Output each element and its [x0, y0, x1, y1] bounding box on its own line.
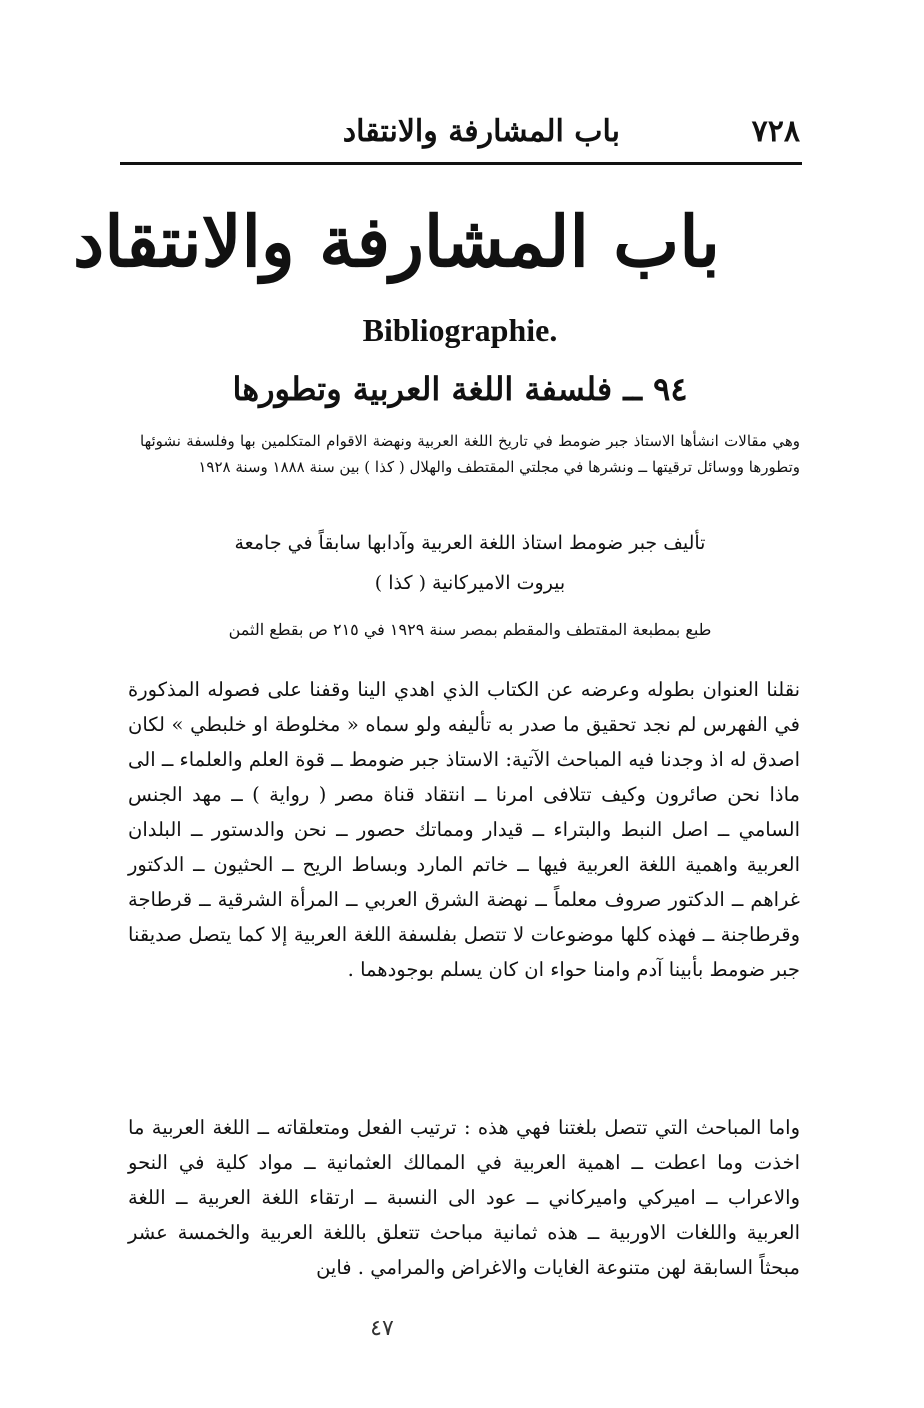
body-paragraph-1: نقلنا العنوان بطوله وعرضه عن الكتاب الذي اهدي الينا وقفنا على فصوله المذكورة في الفهرس لم نجد تحقيق ما صدر به تأليفه ولو سماه « مخلوطة او خلبطي » لكان اصدق له اذ وجدنا فيه المباحث الآتية: الاستاذ جبر ضومط ــ قوة العلم والعلماء ــ الى ماذا نحن صائرون وكيف تتلافى امرنا ــ انتقاد قناة مصر ( رواية ) ــ مهد الجنس السامي ــ اصل النبط والبتراء ــ قيدار ومماتك حصور ــ نحن والدستور ــ البلدان العربية واهمية اللغة العربية فيها ــ خاتم المارد وبساط الريح ــ الحثيون ــ الدكتور غراهم ــ الدكتور صروف معلماً ــ نهضة الشرق العربي ــ المرأة الشرقية ــ قرطاجة وقرطاجنة ــ فهذه كلها موضوعات لا تتصل بفلسفة اللغة العربية إلا كما يتصل صديقنا جبر ضومط بأبينا آدم وامنا حواء ان كان يسلم بوجودهما . [128, 677, 800, 981]
section-title: باب المشارفة والانتقاد [73, 200, 720, 283]
folio-mark: ٤٧ [370, 1316, 394, 1341]
entry-title: ٩٤ ــ فلسفة اللغة العربية وتطورها [232, 370, 688, 408]
running-title: باب المشارفة والانتقاد [342, 114, 620, 149]
body-paragraph-2: واما المباحث التي تتصل بلغتنا فهي هذه : ترتيب الفعل ومتعلقاته ــ اللغة العربية ما اخذت وما اعطت ــ اهمية العربية في الممالك العثمانية ــ مواد كلية في النحو والاعراب ــ اميركي واميركاني ــ عود الى النسبة ــ ارتقاء اللغة العربية ــ اللغة العربية واللغات الاوربية ــ هذه ثمانية مباحث تتعلق باللغة العربية والخمسة عشر مبحثاً السابقة لهن متنوعة الغايات والاغراض والمرامي . فاين [128, 1115, 800, 1279]
page-number: ٧٢٨ [751, 114, 800, 149]
entry-author-line-2: بيروت الاميركانية ( كذا ) [374, 572, 566, 594]
section-subtitle: Bibliographie. [362, 312, 558, 348]
entry-notes: وهي مقالات انشأها الاستاذ جبر ضومط في تاريخ اللغة العربية ونهضة الاقوام المتكلمين بها وفلسفة نشوئها وتطورها ووسائل ترقيتها ــ ونشرها في مجلتي المقتطف والهلال ( كذا ) بين سنة ١٨٨٨ وسنة ١٩٢٨ [140, 432, 800, 476]
entry-printer: طبع بمطبعة المقتطف والمقطم بمصر سنة ١٩٢٩ في ٢١٥ ص بقطع الثمن [228, 620, 712, 639]
header-rule [120, 162, 802, 165]
running-header [120, 112, 800, 160]
entry-author-line: تأليف جبر ضومط استاذ اللغة العربية وآدابها سابقاً في جامعة [234, 532, 706, 554]
